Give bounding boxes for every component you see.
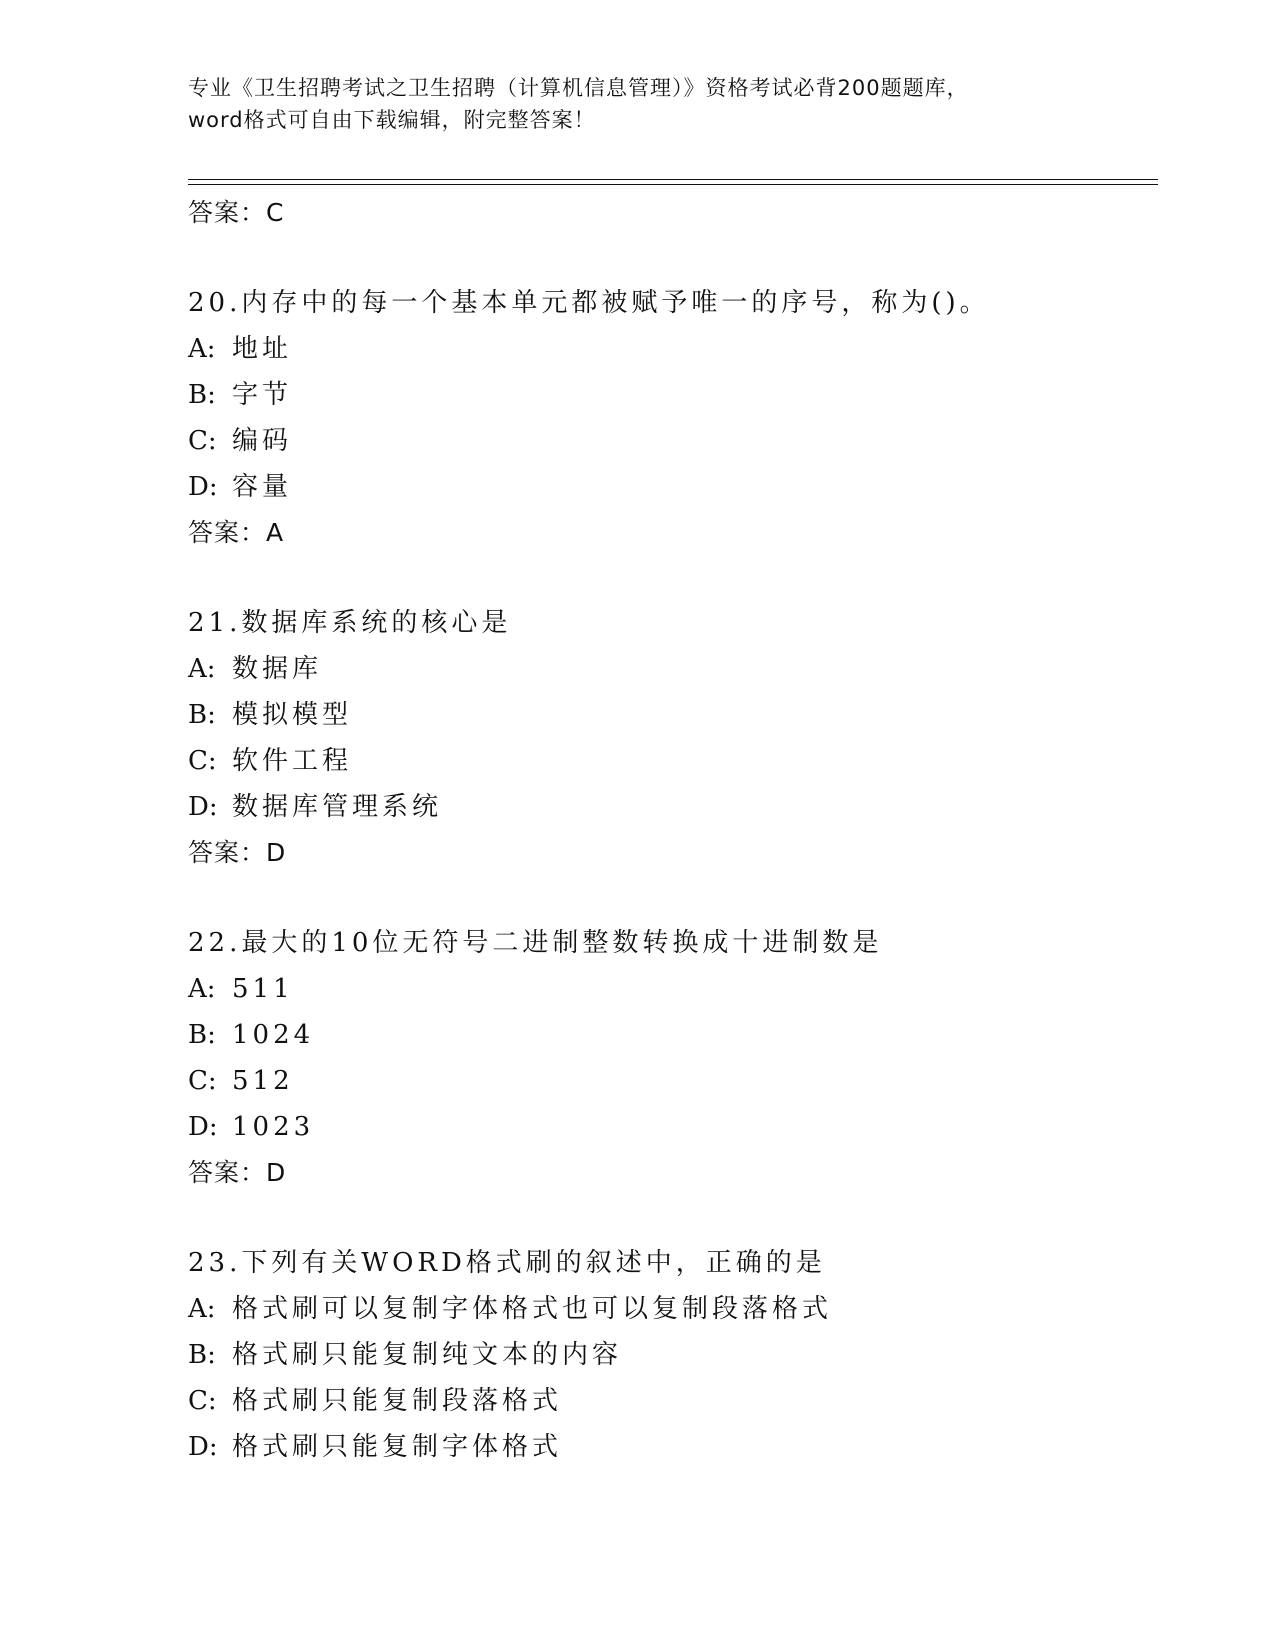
option-c: [188, 1378, 1148, 1424]
document-header: [188, 72, 1088, 136]
option-letter: B:: [188, 700, 216, 730]
option-a: [188, 326, 1148, 372]
option-text: 512: [232, 1066, 294, 1096]
option-text: 格式刷只能复制纯文本的内容: [232, 1340, 623, 1370]
previous-answer: 答案：C: [188, 198, 285, 227]
option-a: [188, 1286, 1148, 1332]
option-letter: A:: [188, 974, 216, 1004]
question-list: [188, 190, 1148, 1470]
option-letter: D:: [188, 792, 218, 822]
option-letter: D:: [188, 1112, 218, 1142]
option-c: [188, 1058, 1148, 1104]
option-text: 数据库: [232, 654, 323, 684]
option-letter: C:: [188, 746, 217, 776]
option-d: [188, 1104, 1148, 1150]
question-21: [188, 600, 1148, 876]
option-letter: C:: [188, 1386, 217, 1416]
option-text: 容量: [232, 472, 293, 502]
option-b: [188, 1332, 1148, 1378]
option-text: 1023: [232, 1112, 315, 1142]
answer-line: 答案：D: [188, 838, 287, 867]
option-letter: C:: [188, 426, 217, 456]
question-22: [188, 920, 1148, 1196]
option-text: 格式刷只能复制段落格式: [232, 1386, 563, 1416]
option-text: 1024: [232, 1020, 315, 1050]
option-text: 数据库管理系统: [232, 792, 443, 822]
question-stem: 20.内存中的每一个基本单元都被赋予唯一的序号，称为()。: [188, 288, 990, 318]
option-d: [188, 464, 1148, 510]
question-stem: 21.数据库系统的核心是: [188, 608, 512, 638]
question-stem: 23.下列有关WORD格式刷的叙述中，正确的是: [188, 1248, 826, 1278]
option-a: [188, 646, 1148, 692]
option-letter: D:: [188, 472, 218, 502]
option-text: 模拟模型: [232, 700, 353, 730]
header-line-1: 专业《卫生招聘考试之卫生招聘（计算机信息管理）》资格考试必背200题题库，: [188, 76, 969, 100]
answer-line: 答案：D: [188, 1158, 287, 1187]
option-d: [188, 1424, 1148, 1470]
option-b: [188, 372, 1148, 418]
option-letter: A:: [188, 1294, 216, 1324]
option-letter: D:: [188, 1432, 218, 1462]
option-letter: B:: [188, 1020, 216, 1050]
answer-line: 答案：A: [188, 518, 285, 547]
option-c: [188, 738, 1148, 784]
option-text: 字节: [232, 380, 293, 410]
option-text: 软件工程: [232, 746, 353, 776]
option-text: 格式刷只能复制字体格式: [232, 1432, 563, 1462]
option-c: [188, 418, 1148, 464]
option-b: [188, 692, 1148, 738]
option-text: 编码: [232, 426, 293, 456]
question-stem: 22.最大的10位无符号二进制整数转换成十进制数是: [188, 928, 883, 958]
option-letter: A:: [188, 654, 216, 684]
header-line-2: word格式可自由下载编辑，附完整答案！: [188, 108, 596, 132]
option-letter: A:: [188, 334, 216, 364]
header-divider-bottom: [188, 184, 1158, 185]
question-23: [188, 1240, 1148, 1470]
option-text: 格式刷可以复制字体格式也可以复制段落格式: [232, 1294, 833, 1324]
question-20: [188, 280, 1148, 556]
option-text: 地址: [232, 334, 293, 364]
option-a: [188, 966, 1148, 1012]
option-letter: B:: [188, 1340, 216, 1370]
header-divider-top: [188, 179, 1158, 180]
option-letter: C:: [188, 1066, 217, 1096]
option-text: 511: [232, 974, 294, 1004]
option-b: [188, 1012, 1148, 1058]
option-d: [188, 784, 1148, 830]
option-letter: B:: [188, 380, 216, 410]
